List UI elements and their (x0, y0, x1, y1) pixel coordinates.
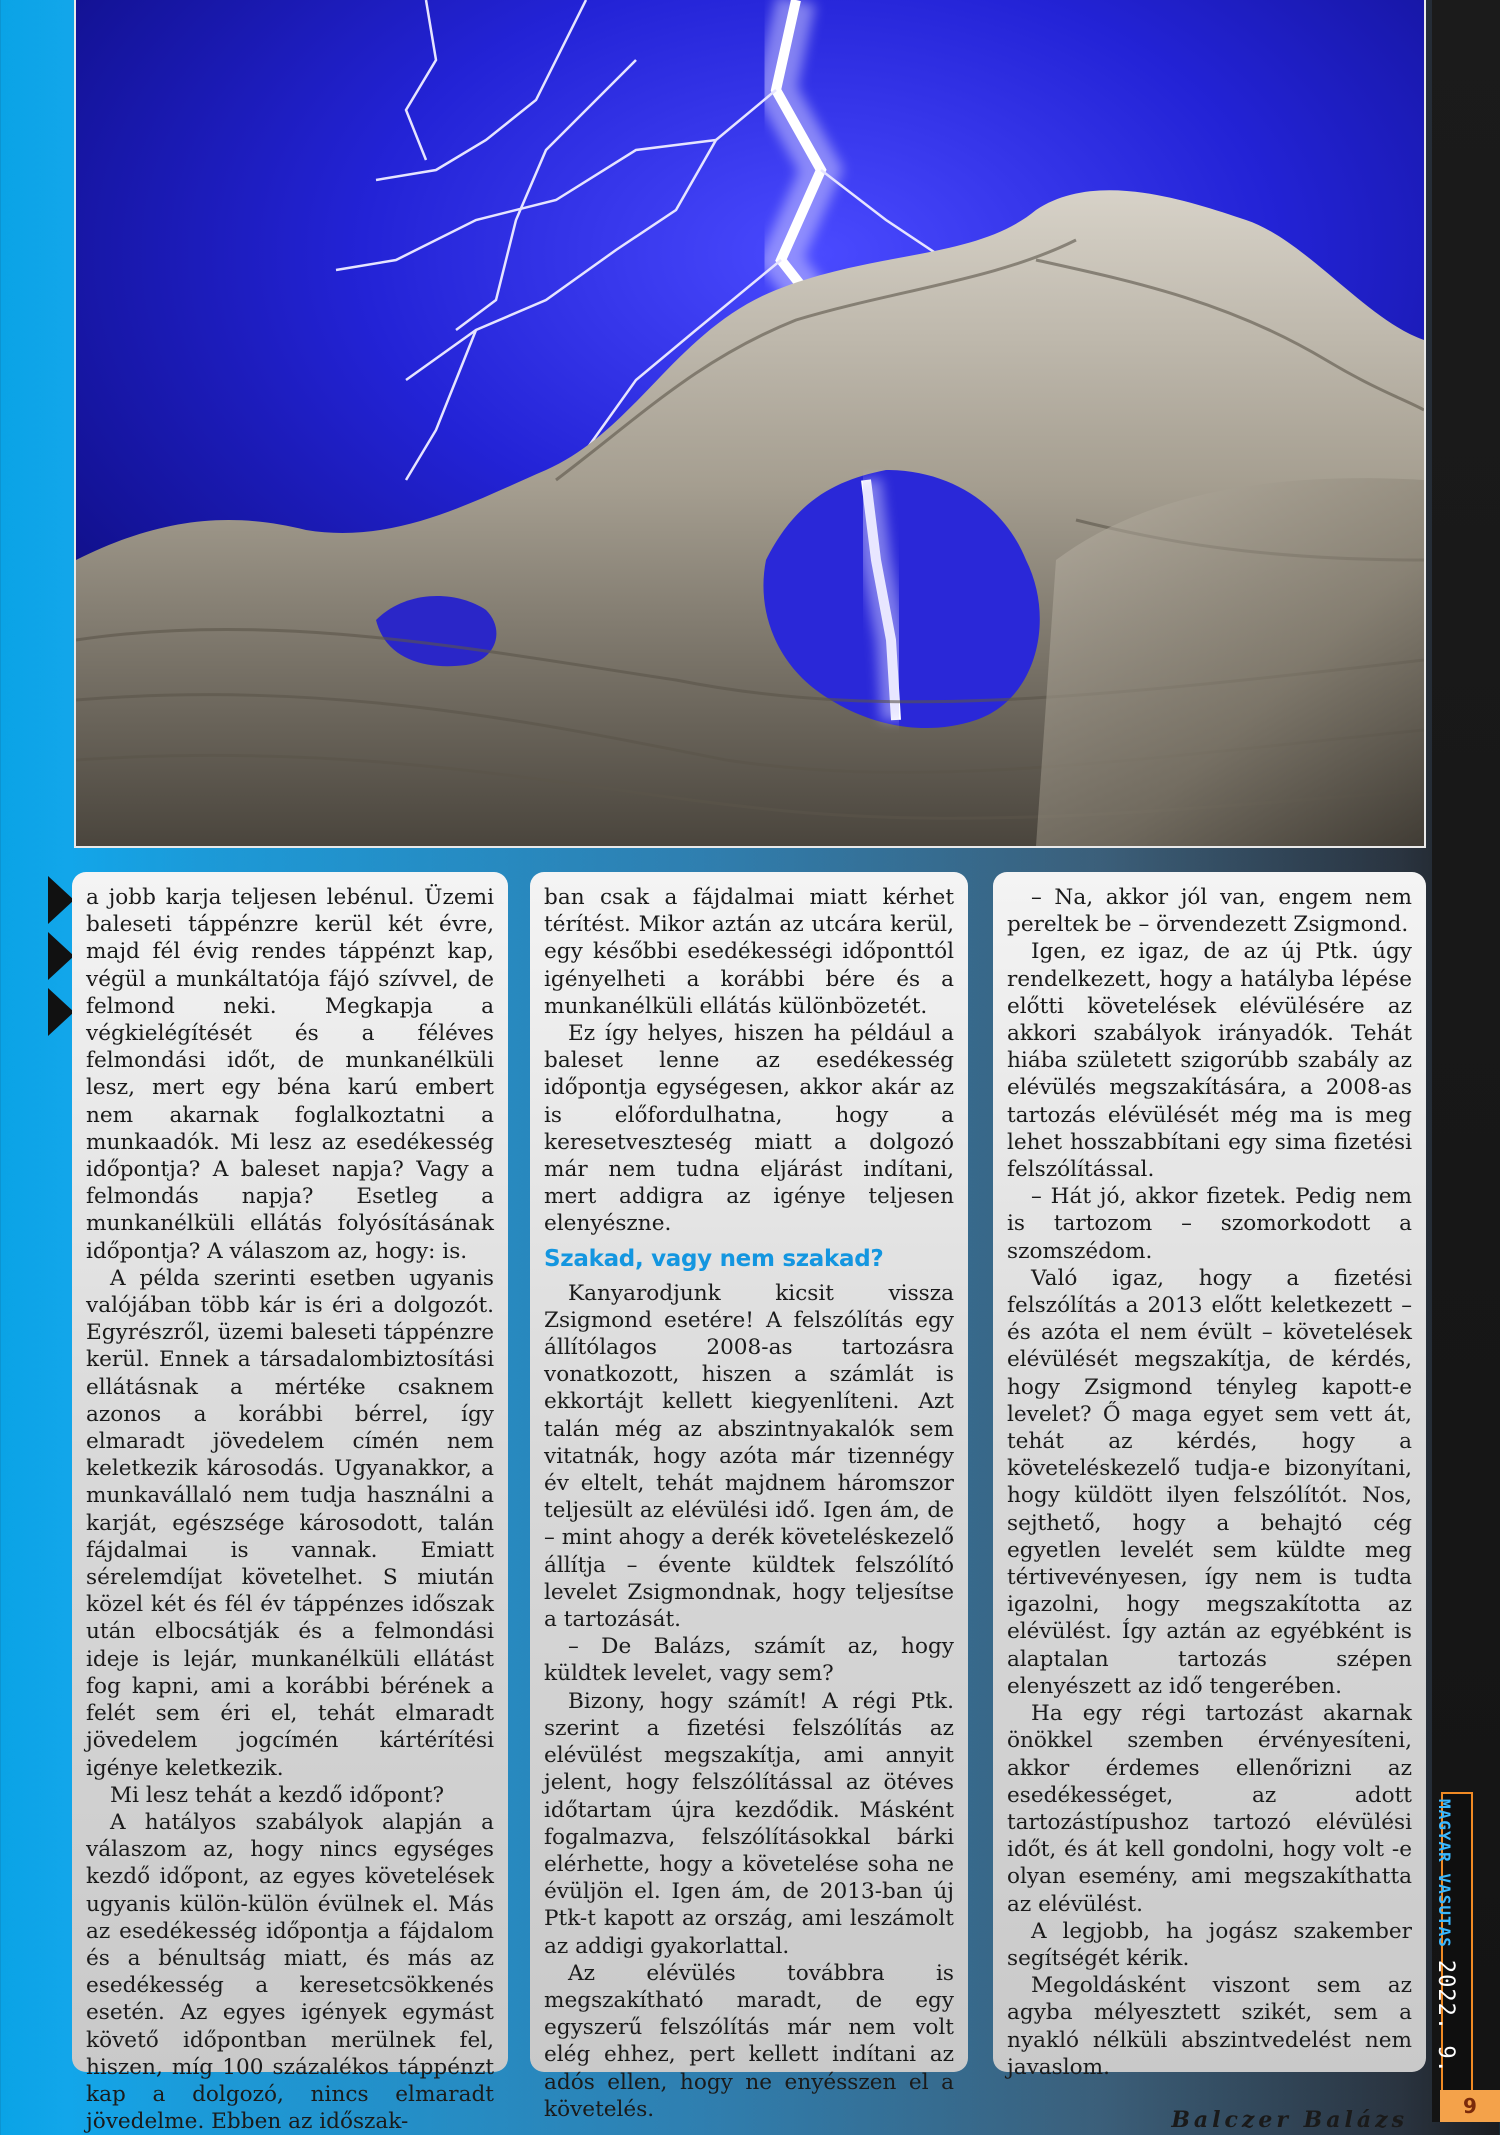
paragraph: Az elévülés továbbra is megszakítható maradt, de egy egyszerű felszólítás már nem volt elég ehhez, pert kellett indítani az adós ellen, hogy ne enyésszen el a követelés. (544, 1960, 954, 2122)
article-column-2 (530, 872, 968, 2122)
page-number: 9 (1440, 2090, 1500, 2122)
article-column-3 (993, 872, 1426, 2133)
paragraph: – De Balázs, számít az, hogy küldtek levelet, vagy sem? (544, 1634, 954, 1687)
paragraph: Bizony, hogy számít! A régi Ptk. szerint a fizetési felszólítás az elévülést megszakítja, ami annyit jelent, hogy felszólítással az ötéves időtartam újra kezdődik. Másként fogalmazva, felszólításokkal bárki elérhette, hogy a követelése soha ne évüljön el. Igen ám, de 2013-ban új Ptk-t kapott az ország, ami leszámolt az addigi gyakorlattal. (544, 1688, 954, 1959)
paragraph: ban csak a fájdalmai miatt kérhet térítést. Mikor aztán az utcára kerül, egy későbbi esedékességi időponttól igényelheti a korábbi bére és a munkanélküli ellátás különbözetét. (544, 885, 954, 1019)
magazine-name: MAGYAR VASUTAS (1435, 1799, 1454, 1948)
paragraph: A legjobb, ha jogász szakember segítségét kérik. (1007, 1918, 1412, 1971)
arrow-marker-1 (48, 876, 74, 924)
paragraph: A hatályos szabályok alapján a válaszom az, hogy nincs egységes kezdő időpont, az egyes követelések ugyanis külön-külön évülnek el. Más az esedékesség időpontja a fájdalom és a bénultság miatt, és más az esedékesség a keresetcsökkenés esetén. Az egyes igények egymást követő időpontban merülnek fel, hiszen, míg 100 százalékos táppénzt kap a dolgozó, nincs elmaradt jövedelme. Ebben az időszak- (86, 1809, 494, 2135)
paragraph: Ha egy régi tartozást akarnak önökkel szemben érvényesíteni, akkor érdemes ellenőrizni az esedékességet, az adott tartozástípushoz tartozó elévülési időt, és át kell gondolni, hogy volt -e olyan esemény, ami megszakíthatta az elévülést. (1007, 1701, 1412, 1917)
lightning-driftwood-illustration (76, 0, 1424, 846)
paragraph: A példa szerinti esetben ugyanis valójában több kár is éri a dolgozót. Egyrészről, üzemi baleseti táppénzre kerül. Ennek a társadalombiztosítási ellátásnak a mértéke csaknem azonos a korábbi bérrel, így elmaradt jövedelem címén nem keletkezik károsodás. Ugyanakkor, a munkavállaló nem tudja használni a karját, egészsége károsodott, talán fájdalmai is vannak. Emiatt sérelemdíjat követelhet. S miután közel két és fél év táppénzes időszak után elbocsátják és a felmondási ideje is lejár, munkanélküli ellátást fog kapni, ami a korábbi bérének a felét sem éri el, tehát elmaradt jövedelem jogcímén kártérítési igénye keletkezik. (86, 1265, 494, 1781)
paragraph: Igen, ez igaz, de az új Ptk. úgy rendelkezett, hogy a hatályba lépése előtti követelések elévülésére az akkori szabályok irányadók. Tehát hiába született szigorúbb szabály az elévülés megszakítására, a 2008-as tartozás elévülését még ma is meg lehet hosszabbítani egy sima fizetési felszólítással. (1007, 939, 1412, 1183)
author-signature: Balczer Balázs (1171, 2106, 1408, 2133)
paragraph: Való igaz, hogy a fizetési felszólítás a 2013 előtt keletkezett – és azóta el nem évült – követelések elévülését megszakítja, de kérdés, hogy Zsigmond tényleg kapott-e levelet? Ő maga egyet sem vett át, tehát az kérdés, hogy a követeléskezelő tudja-e bizonyítani, hogy küldött ilyen felszólítót. Nos, sejthető, hogy a behajtó cég egyetlen levelét sem küldte meg tértivevényesen, így nem is tudta igazolni, hogy megszakította az elévülést. Így aztán az egyébként is alaptalan tartozás szépen elenyészett az idő tengerében. (1007, 1265, 1412, 1699)
article-column-1 (72, 872, 508, 2135)
paragraph: Megoldásként viszont sem az agyba mélyesztett szikét, sem a nyakló nélküli abszintvedelést nem javaslom. (1007, 1973, 1412, 2080)
arrow-marker-3 (48, 988, 74, 1036)
paragraph: Kanyarodjunk kicsit vissza Zsigmond esetére! A felszólítás egy állítólagos 2008-as tartozásra vonatkozott, hiszen a számlát is ekkortájt kellett kiegyenlíteni. Azt talán még az abszintnyakalók sem vitatnák, hogy azóta már tizennégy év eltelt, tehát majdnem háromszor teljesült az elévülési idő. Igen ám, de – mint ahogy a derék követeléskezelő állítja – évente küldtek felszólító levelet Zsigmondnak, hogy teljesítse a tartozását. (544, 1280, 954, 1633)
paragraph: – Na, akkor jól van, engem nem pereltek be – örvendezett Zsigmond. (1007, 885, 1412, 938)
hero-image (74, 0, 1426, 848)
paragraph: Ez így helyes, hiszen ha például a baleset lenne az esedékesség időpontja egységesen, akkor akár az is előfordulhatna, hogy a keresetveszteség miatt a dolgozó már nem tudna eljárást indítani, mert addigra az igénye teljesen elenyészne. (544, 1021, 954, 1237)
magazine-issue-label (1433, 1799, 1458, 2089)
section-heading: Szakad, vagy nem szakad? (544, 1245, 884, 1272)
arrow-marker-2 (48, 932, 74, 980)
paragraph: Mi lesz tehát a kezdő időpont? (110, 1782, 445, 1808)
paragraph: – Hát jó, akkor fizetek. Pedig nem is tartozom – szomorkodott a szomszédom. (1007, 1184, 1412, 1264)
issue-number: 2022. 9. (1433, 1959, 1458, 2074)
paragraph: a jobb karja teljesen lebénul. Üzemi baleseti táppénzre kerül két évre, majd fél évig rendes táppénzt kap, végül a munkáltatója fájó szívvel, de felmond neki. Megkapja a végkielégítését és a féléves felmondási időt, de munkanélküli lesz, mert egy béna karú embert nem akarnak foglalkoztatni a munkaadók. Mi lesz az esedékesség időpontja? A baleset napja? Vagy a felmondás napja? Esetleg a munkanélküli ellátás folyósításának időpontja? A válaszom az, hogy: is. (86, 885, 494, 1264)
